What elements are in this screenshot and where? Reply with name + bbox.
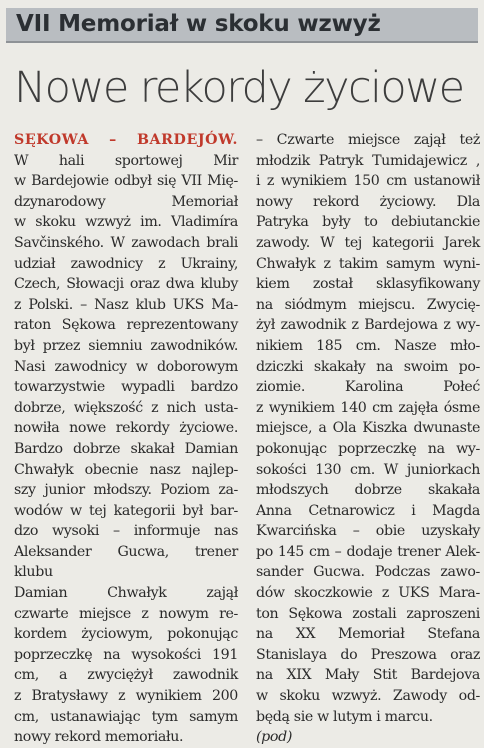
text-line: raton Sękowa reprezentowany — [14, 317, 238, 334]
text-line: w skoku wzwyż im. Vladimíra — [14, 214, 238, 231]
text-line: Chwałyk obecnie nasz najlep- — [14, 461, 238, 478]
text-line: na XIX Mały Stit Bardejova — [256, 667, 480, 684]
text-line: Anna Cetnarowicz i Magda — [256, 502, 480, 519]
text-line: Stanislaya do Preszowa oraz — [256, 646, 480, 663]
text-line: Bardzo dobrze skakał Damian — [14, 440, 238, 457]
text-line: zawody. W tej kategorii Jarek — [256, 234, 480, 251]
text-line: dzo wysoki – informuje nas — [14, 523, 238, 540]
text-line: na siódmym miejscu. Zwycię- — [256, 296, 480, 313]
text-line: kiem został sklasyfikowany — [256, 276, 480, 293]
text-line: z Bratysławy z wynikiem 200 — [14, 688, 238, 705]
text-line: ton Sękowa zostali zaproszeni — [256, 605, 480, 622]
text-line: Chwałyk z takim samym wyni- — [256, 255, 480, 272]
text-line: był przez siemniu zawodników. — [14, 337, 238, 354]
text-line: młodszych dobrze skakała — [256, 482, 480, 499]
text-line: dzynarodowy Memoriał — [14, 193, 238, 210]
section-kicker — [6, 8, 478, 43]
text-line: cm, a zwyciężył zawodnik — [14, 667, 238, 684]
text-line: Nasi zawodnicy w doborowym — [14, 358, 238, 375]
text-line: pokonując poprzeczkę na wy- — [256, 440, 480, 457]
text-line: Czech, Słowacji oraz dwa kluby — [14, 276, 238, 293]
text-line: wodów w tej kategorii był bar- — [14, 502, 238, 519]
text-line: w Bardejowie odbył się VII Mię- — [14, 173, 238, 190]
text-line: sokości 130 cm. W juniorkach — [256, 461, 480, 478]
left-column — [14, 130, 238, 748]
text-line: Kwarcińska – obie uzyskały — [256, 523, 480, 540]
text-line: dobrze, większość z nich usta- — [14, 399, 238, 416]
text-line: Damian Chwałyk zajął — [14, 585, 238, 602]
text-line: po 145 cm – dodaje trener Alek- — [256, 543, 480, 560]
right-column — [256, 130, 480, 748]
text-line: na XX Memoriał Stefana — [256, 626, 480, 643]
text-line: nowiła nowe rekordy życiowe. — [14, 420, 238, 437]
text-line: sander Gucwa. Podczas zawo- — [256, 564, 480, 581]
text-line: z Polski. – Nasz klub UKS Ma- — [14, 296, 238, 313]
text-line: z wynikiem 140 cm zajęła ósme — [256, 399, 480, 416]
text-line: (pod) — [256, 729, 293, 746]
text-line: w skoku wzwyż. Zawody od- — [256, 688, 480, 705]
dateline: SĘKOWA – BARDEJÓW. — [14, 132, 238, 148]
text-line: dów skoczkowie z UKS Mara- — [256, 585, 480, 602]
article-headline: Nowe rekordy życiowe — [14, 63, 464, 113]
text-line: nikiem 185 cm. Nasze mło- — [256, 337, 480, 354]
text-line: Savčinského. W zawodach brali — [14, 234, 238, 251]
text-line: Aleksander Gucwa, trener — [14, 543, 238, 560]
text-line: Patryka były to debiutanckie — [256, 214, 480, 231]
text-line: czwarte miejsce z nowym re- — [14, 605, 238, 622]
text-line: dziczki skakały na swoim po- — [256, 358, 480, 375]
text-line: szy junior młodszy. Poziom za- — [14, 482, 238, 499]
kicker-text: VII Memoriał w skoku wzwyż — [16, 11, 381, 37]
text-line: klubu — [14, 564, 53, 581]
text-line: żył zawodnik z Bardejowa z wy- — [256, 317, 480, 334]
text-line: będą sie w lutym i marcu. — [256, 708, 433, 725]
text-line: miejsce, a Ola Kiszka dwunaste — [256, 420, 480, 437]
text-line: kordem życiowym, pokonując — [14, 626, 238, 643]
text-line: cm, ustanawiając tym samym — [14, 708, 238, 725]
text-line: ziomie. Karolina Połeć — [256, 379, 480, 396]
text-line: W hali sportowej Mir — [14, 152, 238, 169]
text-line: poprzeczkę na wysokości 191 — [14, 646, 238, 663]
text-line: – Czwarte miejsce zajął też — [256, 132, 480, 148]
dateline-line — [14, 130, 238, 151]
text-line: młodzik Patryk Tumidajewicz , — [256, 152, 480, 169]
text-line: towarzystwie wypadli bardzo — [14, 379, 238, 396]
text-line: i z wynikiem 150 cm ustanowił — [256, 173, 480, 190]
text-line: nowy rekord życiowy. Dla — [256, 193, 480, 210]
text-line: udział zawodnicy z Ukrainy, — [14, 255, 238, 272]
text-line: nowy rekord memoriału. — [14, 729, 184, 746]
